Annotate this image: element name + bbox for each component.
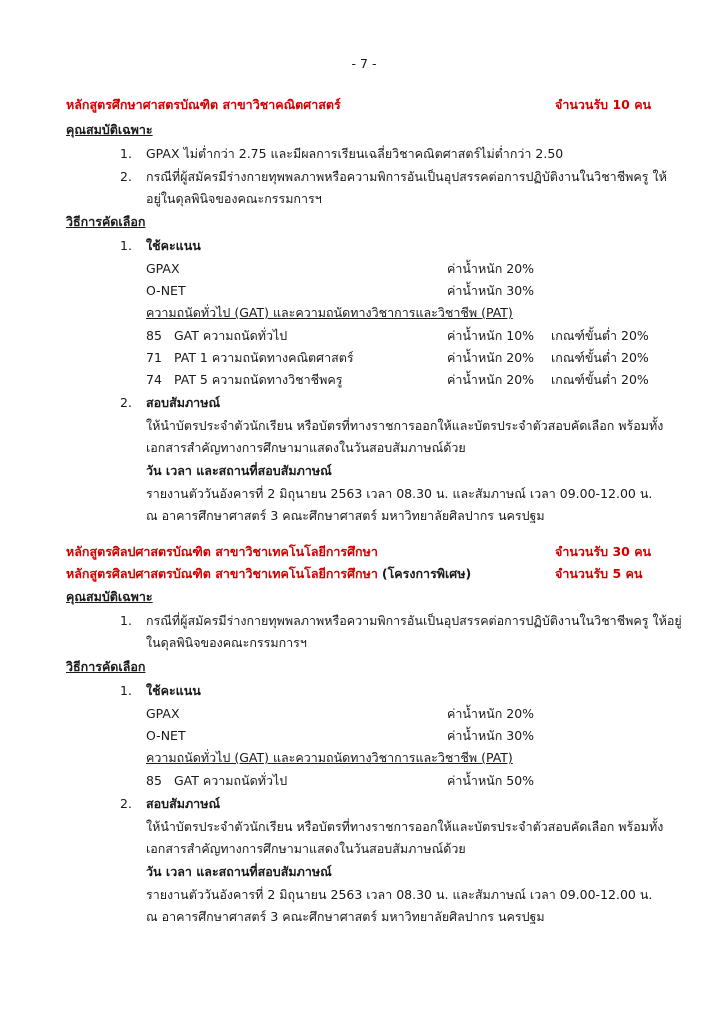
gatpat-code: 85 [146,328,162,343]
gatpat-label: PAT 1 ความถนัดทางคณิตศาสตร์ [174,350,354,365]
program-title-edtech-special [66,566,471,582]
quota-edtech: จำนวนรับ 30 คน [555,544,652,559]
gatpat-heading: ความถนัดทั่วไป (GAT) และความถนัดทางวิชาการและวิชาชีพ (PAT) [146,750,513,765]
interview-time-heading: วัน เวลา และสถานที่สอบสัมภาษณ์ [146,463,332,478]
program-title-edtech-special-name: หลักสูตรศิลปศาสตรบัณฑิต สาขาวิชาเทคโนโลยีการศึกษา [66,566,378,581]
method-heading: วิธีการคัดเลือก [66,214,146,229]
program-title-math: หลักสูตรศึกษาศาสตรบัณฑิต สาขาวิชาคณิตศาสตร์ [66,97,341,112]
score-weight: ค่าน้ำหนัก 20% [447,261,535,276]
gatpat-weight: ค่าน้ำหนัก 50% [447,773,535,788]
method-number: 2. [120,395,132,410]
interview-time-detail: รายงานตัววันอังคารที่ 2 มิถุนายน 2563 เวลา 08.30 น. และสัมภาษณ์ เวลา 09.00-12.00 น. [146,887,653,902]
gatpat-code: 71 [146,350,162,365]
quota-edtech-special: จำนวนรับ 5 คน [555,566,643,581]
method-number: 2. [120,796,132,811]
interview-instructions-cont: เอกสารสำคัญทางการศึกษามาแสดงในวันสอบสัมภาษณ์ด้วย [146,841,466,856]
interview-location: ณ อาคารศึกษาศาสตร์ 3 คณะศึกษาศาสตร์ มหาวิทยาลัยศิลปากร นครปฐม [146,909,545,924]
score-label: GPAX [146,261,180,276]
gatpat-minimum: เกณฑ์ขั้นต่ำ 20% [551,350,649,365]
method-title-score: ใช้คะแนน [146,683,201,698]
gatpat-minimum: เกณฑ์ขั้นต่ำ 20% [551,372,649,387]
method-title-score: ใช้คะแนน [146,238,201,253]
qualification-number: 1. [120,146,132,161]
quota-math: จำนวนรับ 10 คน [555,97,652,112]
gatpat-heading: ความถนัดทั่วไป (GAT) และความถนัดทางวิชาการและวิชาชีพ (PAT) [146,305,513,320]
gatpat-code: 85 [146,773,162,788]
qualification-text-cont: อยู่ในดุลพินิจของคณะกรรมการฯ [146,191,322,206]
method-heading: วิธีการคัดเลือก [66,659,146,674]
method-number: 1. [120,683,132,698]
interview-time-detail: รายงานตัววันอังคารที่ 2 มิถุนายน 2563 เวลา 08.30 น. และสัมภาษณ์ เวลา 09.00-12.00 น. [146,486,653,501]
special-project-suffix: (โครงการพิเศษ) [381,566,472,581]
score-weight: ค่าน้ำหนัก 30% [447,283,535,298]
qualification-number: 2. [120,169,132,184]
gatpat-weight: ค่าน้ำหนัก 10% [447,328,535,343]
gatpat-weight: ค่าน้ำหนัก 20% [447,372,535,387]
qualification-text: กรณีที่ผู้สมัครมีร่างกายทุพพลภาพหรือความพิการอันเป็นอุปสรรคต่อการปฏิบัติงานในวิชาชีพครู ให้ [146,169,667,184]
interview-instructions-cont: เอกสารสำคัญทางการศึกษามาแสดงในวันสอบสัมภาษณ์ด้วย [146,440,466,455]
gatpat-label: GAT ความถนัดทั่วไป [174,328,288,343]
qualification-text: กรณีที่ผู้สมัครมีร่างกายทุพพลภาพหรือความพิการอันเป็นอุปสรรคต่อการปฏิบัติงานในวิชาชีพครู ให้อยู่ [146,613,682,628]
qualification-heading: คุณสมบัติเฉพาะ [66,589,153,604]
gatpat-minimum: เกณฑ์ขั้นต่ำ 20% [551,328,649,343]
gatpat-weight: ค่าน้ำหนัก 20% [447,350,535,365]
qualification-number: 1. [120,613,132,628]
page-number: - 7 - [351,56,377,71]
method-number: 1. [120,238,132,253]
qualification-heading: คุณสมบัติเฉพาะ [66,122,153,137]
score-label: O-NET [146,728,186,743]
method-title-interview: สอบสัมภาษณ์ [146,796,221,811]
qualification-text-cont: ในดุลพินิจของคณะกรรมการฯ [146,635,307,650]
score-label: GPAX [146,706,180,721]
interview-time-heading: วัน เวลา และสถานที่สอบสัมภาษณ์ [146,864,332,879]
score-label: O-NET [146,283,186,298]
gatpat-code: 74 [146,372,162,387]
method-title-interview: สอบสัมภาษณ์ [146,395,221,410]
program-title-edtech: หลักสูตรศิลปศาสตรบัณฑิต สาขาวิชาเทคโนโลยีการศึกษา [66,544,378,559]
interview-instructions: ให้นำบัตรประจำตัวนักเรียน หรือบัตรที่ทางราชการออกให้และบัตรประจำตัวสอบคัดเลือก พร้อมทั้ง [146,819,664,834]
interview-instructions: ให้นำบัตรประจำตัวนักเรียน หรือบัตรที่ทางราชการออกให้และบัตรประจำตัวสอบคัดเลือก พร้อมทั้ง [146,418,664,433]
gatpat-label: GAT ความถนัดทั่วไป [174,773,288,788]
score-weight: ค่าน้ำหนัก 30% [447,728,535,743]
interview-location: ณ อาคารศึกษาศาสตร์ 3 คณะศึกษาศาสตร์ มหาวิทยาลัยศิลปากร นครปฐม [146,508,545,523]
score-weight: ค่าน้ำหนัก 20% [447,706,535,721]
gatpat-label: PAT 5 ความถนัดทางวิชาชีพครู [174,372,343,387]
qualification-text: GPAX ไม่ต่ำกว่า 2.75 และมีผลการเรียนเฉลี่ยวิชาคณิตศาสตร์ไม่ต่ำกว่า 2.50 [146,146,564,161]
